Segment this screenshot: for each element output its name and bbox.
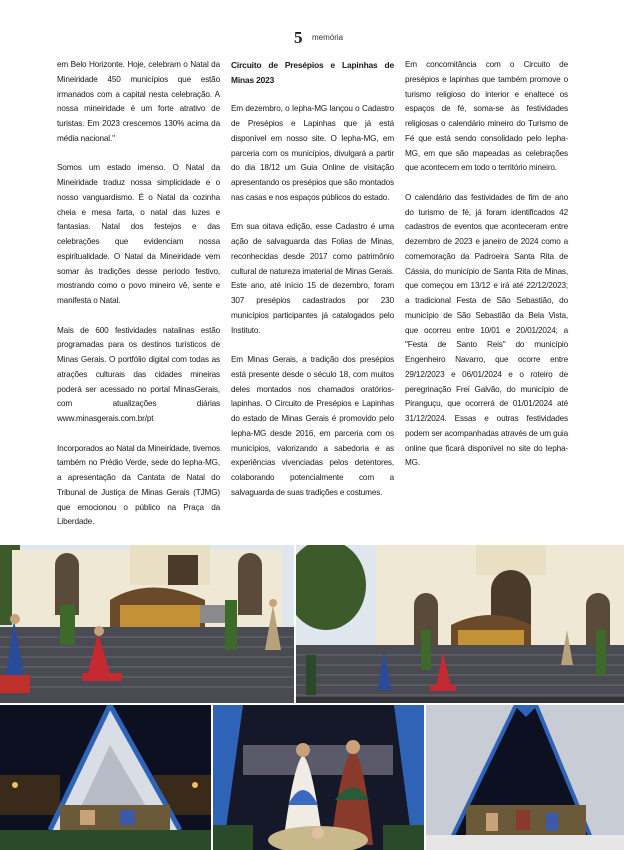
tent-interior-nativity-photo <box>426 705 624 850</box>
section-label: memória <box>312 33 344 42</box>
section-heading: Circuito de Presépios e Lapinhas de Minas 2023 <box>231 60 394 85</box>
paragraph: O calendário das festividades de fim de ano do turismo de fé, já foram identificados 42 cadastros de eventos que aconteceram entre dezembro de 2023 e janeiro de 2024 como a comemoração da Padroeira Santa Rita de Cássia, do município de Santa Rita de Minas, que começou em 13/12 e irá até 22/12/2023; a tradicional Festa de São Sebastião, do município de São Sebastião da Bela Vista, que ocorreu entre 10/01 e 20/01/2024; a "Festa de Santo Reis" do município Engenheiro Navarro, que ocorre entre 29/12/2023 e 06/01/2024 e o roteiro de peregrinação Frei Galvão, do município de Piranguçu, que ocorrerá de 01/01/2024 até 31/12/2024. Essas e outras festividades podem ser acompanhadas através de um guia online que ficará disponível no site do Iepha-MG. <box>405 192 568 468</box>
paragraph: Mais de 600 festividades natalinas estão programadas para os destinos turísticos de Minas Gerais. O portfólio digital com todas as atrações culturais das cidades mineiras poderá ser acessado no portal MinasGerais, com atualizações diárias www.minasgerais.com.br/pt <box>57 325 220 423</box>
text-column-1 <box>57 58 220 545</box>
paragraph: em Belo Horizonte. Hoje, celebram o Natal da Mineiridade 450 municípios que estão irmanados com a capital nesta celebração. A nossa mineiridade é um forte atrativo de turistas. Em 2023 crescemos 130% acima da média nacional." <box>57 60 220 143</box>
paragraph: Em concomitância com o Circuito de presépios e lapinhas que também promove o turismo religioso do interior e enaltece os espaços de fé, soma-se às festividades religiosas o calendário mineiro do Turismo de Fé que está sendo consolidado pelo Iepha-MG, em que são mapeadas as celebrações que acontecem em todo o território mineiro. <box>405 60 568 173</box>
photo-collage <box>0 545 624 850</box>
holy-family-figures-photo <box>213 705 424 850</box>
text-column-2 <box>231 58 394 515</box>
paragraph: Em Minas Gerais, a tradição dos presépios está presente desde o século 18, com muitos deles montados nos chamados oratórios-lapinhas. O Circuito de Presépios e Lapinhas do estado de Minas Gerais é promovido pelo Iepha-MG desde 2016, em parceria com os municípios, valorizando a sabedoria e as experiências vivenciadas pelos detentores, colaborando potencialmente com a salvaguarda de suas tradições e costumes. <box>231 355 394 497</box>
paragraph: Em dezembro, o Iepha-MG lançou o Cadastro de Presépios e Lapinhas que já está disponível em nosso site. O Iepha-MG, em parceria com os municípios, divulgará a partir do dia 18/12 um Guia Online de visitação apresentando os presépios que são montados nas casas e nos espaços públicos do estado. <box>231 104 394 202</box>
page-number: 5 <box>294 28 303 47</box>
church-nativity-photo <box>0 545 294 703</box>
paragraph: Em sua oitava edição, esse Cadastro é uma ação de salvaguarda das Folias de Minas, reconhecidas desde 2017 como patrimônio cultural de natureza imaterial de Minas Gerais. Este ano, até início 15 de dezembro, foram 307 presépios cadastrados por 230 municípios participantes já catalogados pelo Instituto. <box>231 222 394 335</box>
text-column-3 <box>405 58 568 486</box>
paragraph: Somos um estado imenso. O Natal da Mineiridade traduz nossa simplicidade e o nosso vanguardismo. É o Natal da cozinha cheia e mesa farta, o natal das luzes e fantasias. Natal dos festejos e das celebrações que evidenciam nossa espiritualidade. O Natal da Mineiridade vem somar às tradições desse período festivo, mostrando como o povo mineiro vê, sente e manifesta o Natal. <box>57 163 220 305</box>
paragraph: Incorporados ao Natal da Mineiridade, tivemos também no Prédio Verde, sede do Iepha-MG, a apresentação da Cantata de Natal do Tribunal de Justiça de Minas Gerais (TJMG) que emocionou o público na Praça da Liberdade. <box>57 443 220 527</box>
church-stairs-nativity-photo <box>296 545 624 703</box>
page-header <box>0 28 624 48</box>
night-tent-nativity-photo <box>0 705 211 850</box>
